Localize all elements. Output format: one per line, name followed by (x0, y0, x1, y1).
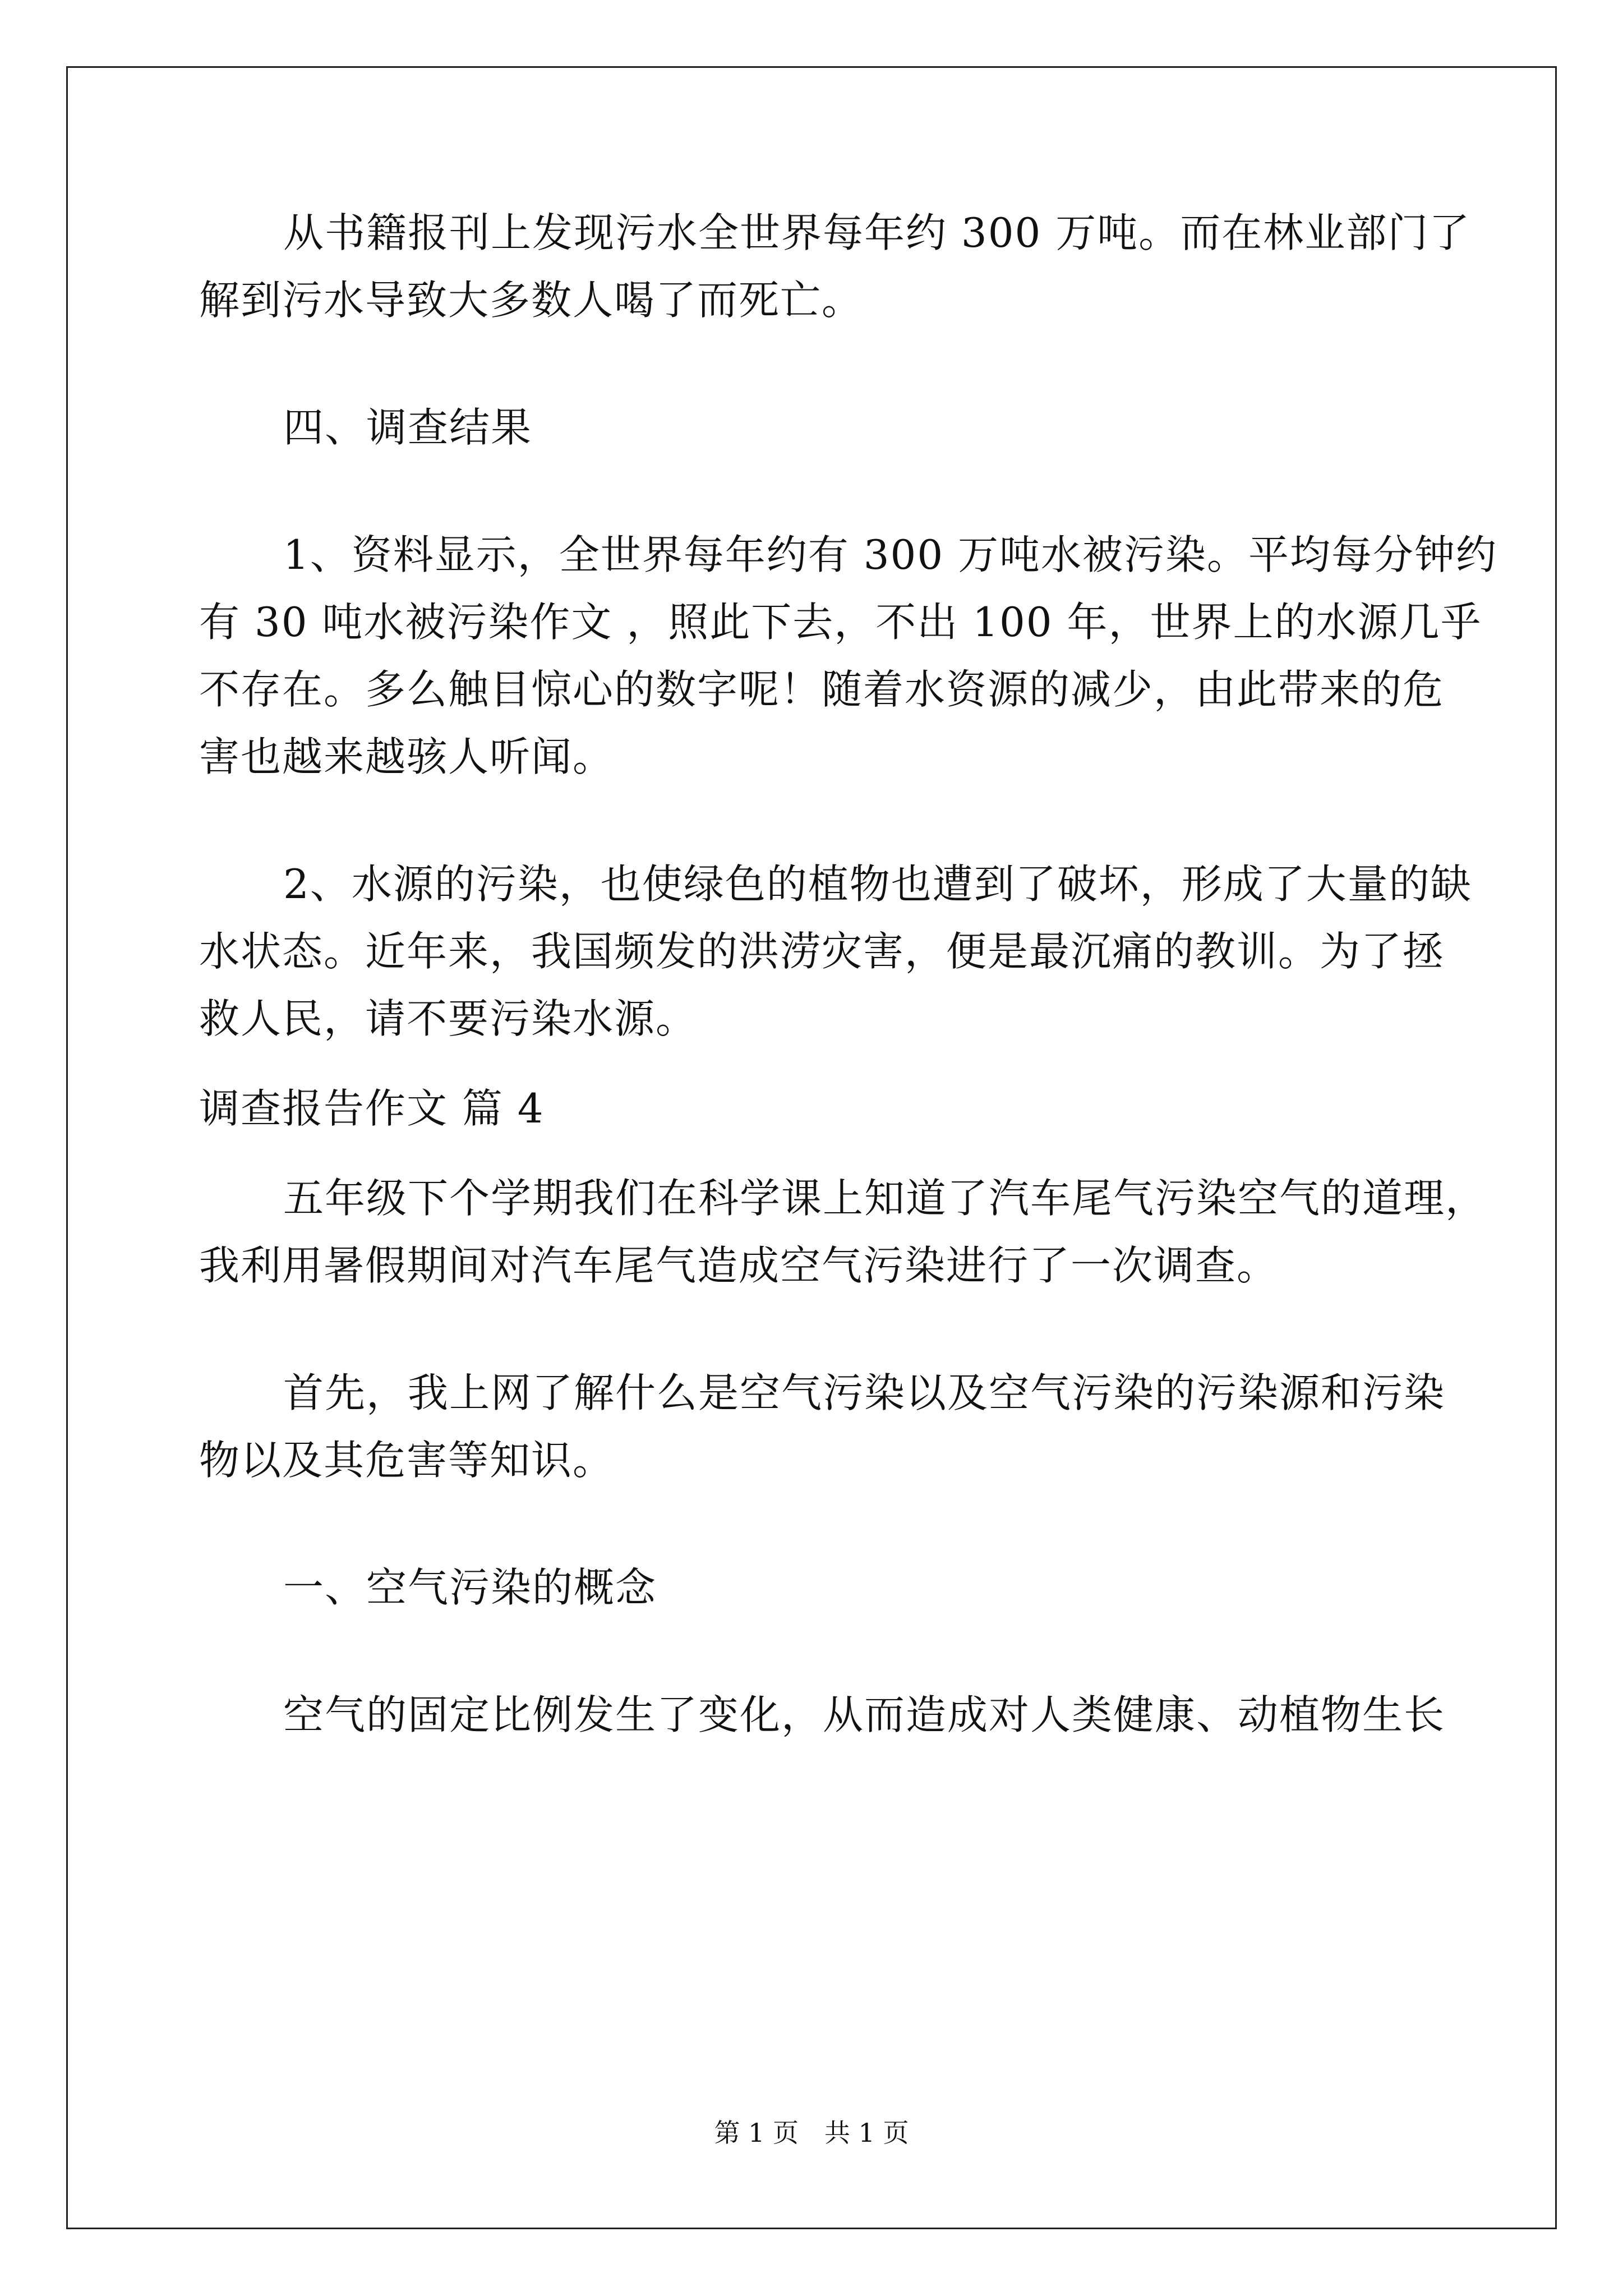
paragraph-line: 有 30 吨水被污染作文 ，照此下去，不出 100 年，世界上的水源几乎 (199, 599, 1482, 646)
paragraph-line: 不存在。多么触目惊心的数字呢！随着水资源的减少，由此带来的危 (199, 666, 1445, 713)
article-heading (199, 1075, 1433, 1142)
section-heading: 四、调查结果 (283, 404, 533, 451)
paragraph-pollution-data (199, 199, 1471, 334)
document-body (199, 199, 1498, 1749)
section-heading: 一、空气污染的概念 (283, 1564, 657, 1611)
paragraph-line: 解到污水导致大多数人喝了而死亡。 (199, 277, 864, 324)
section-heading-results (199, 394, 1433, 461)
paragraph-result-2 (199, 850, 1472, 1052)
paragraph-concept (199, 1681, 1446, 1749)
paragraph-line: 害也越来越骇人听闻。 (199, 733, 615, 780)
paragraph-intro (199, 1165, 1487, 1299)
paragraph-line: 2、水源的污染，也使绿色的植物也遭到了破坏，形成了大量的缺 (283, 861, 1472, 908)
article-title: 调查报告作文 篇 4 (199, 1085, 545, 1132)
page-number: 第 1 页 共 1 页 (714, 2118, 909, 2148)
paragraph-line: 1、资料显示，全世界每年约有 300 万吨水被污染。平均每分钟约 (283, 531, 1498, 578)
paragraph-line: 首先，我上网了解什么是空气污染以及空气污染的污染源和污染 (283, 1369, 1446, 1416)
paragraph-line: 救人民，请不要污染水源。 (199, 995, 698, 1042)
paragraph-line: 空气的固定比例发生了变化，从而造成对人类健康、动植物生长 (283, 1691, 1446, 1738)
paragraph-result-1 (199, 521, 1498, 790)
paragraph-line: 物以及其危害等知识。 (199, 1437, 615, 1484)
paragraph-line: 我利用暑假期间对汽车尾气造成空气污染进行了一次调查。 (199, 1242, 1279, 1289)
paragraph-line: 五年级下个学期我们在科学课上知道了汽车尾气污染空气的道理， (283, 1175, 1487, 1222)
paragraph-line: 水状态。近年来，我国频发的洪涝灾害，便是最沉痛的教训。为了拯 (199, 928, 1445, 975)
section-heading-concept (199, 1554, 1433, 1621)
paragraph-line: 从书籍报刊上发现污水全世界每年约 300 万吨。而在林业部门了 (283, 209, 1471, 256)
paragraph-research (199, 1359, 1446, 1494)
